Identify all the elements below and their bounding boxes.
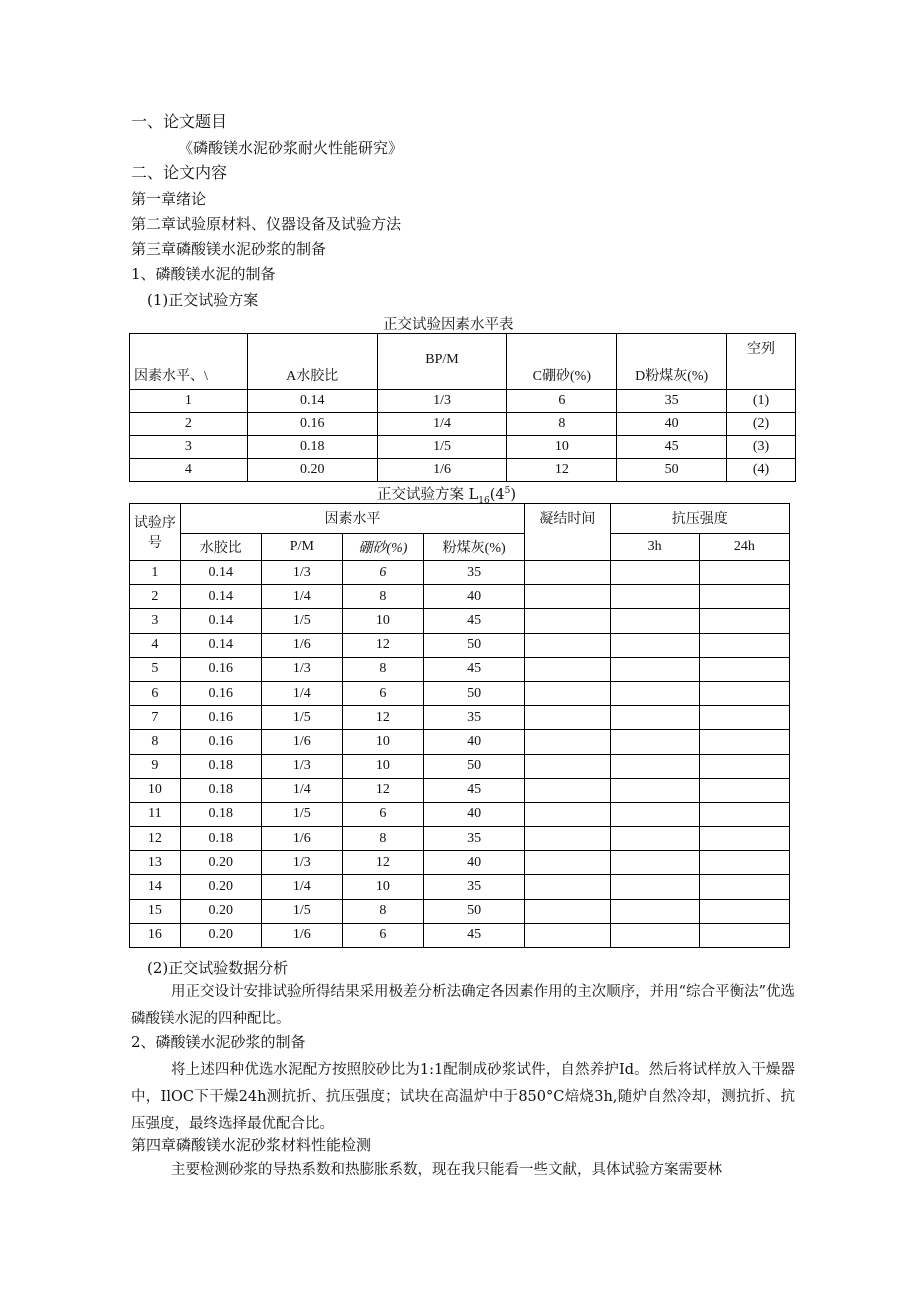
table-row: [130, 875, 790, 899]
paragraph-testing: 主要检测砂浆的导热系数和热膨胀系数，现在我只能看一些文献，具体试验方案需要林: [171, 1162, 722, 1178]
caption-sub: 16: [478, 495, 490, 506]
table1-header: D粉煤灰(%): [617, 334, 727, 390]
table-row: [130, 923, 790, 947]
table-cell: 1/6: [261, 827, 342, 851]
table-cell: 1/5: [261, 802, 342, 826]
section-2: 2、磷酸镁水泥砂浆的制备: [131, 1033, 306, 1051]
table-cell: 0.20: [180, 899, 261, 923]
table-cell: [610, 561, 699, 585]
caption-close: ): [510, 487, 516, 503]
table-cell: [699, 730, 789, 754]
table-cell: [525, 706, 610, 730]
table-cell: 50: [617, 459, 727, 482]
table-row: [130, 851, 790, 875]
table-row: [130, 827, 790, 851]
header-strength: 抗压强度: [610, 504, 790, 534]
table-cell: 0.16: [180, 730, 261, 754]
table-cell: 1/4: [261, 681, 342, 705]
header-factor: 因素水平: [180, 504, 525, 534]
table-cell: 40: [423, 730, 524, 754]
table-cell: 8: [342, 827, 423, 851]
table1-caption: 正交试验因素水平表: [383, 317, 514, 333]
table-cell: 0.20: [247, 459, 377, 482]
section-1a: (1)正交试验方案: [147, 291, 259, 309]
table-cell: [699, 851, 789, 875]
thesis-title: 《磷酸镁水泥砂浆耐火性能研究》: [178, 139, 404, 157]
table-cell: 12: [507, 459, 617, 482]
table-cell: [699, 899, 789, 923]
table-cell: 0.18: [180, 778, 261, 802]
table-cell: 1/6: [377, 459, 507, 482]
table-cell: 8: [507, 413, 617, 436]
subheader-24h: 24h: [699, 533, 789, 560]
table-cell: [610, 706, 699, 730]
table-cell: [699, 706, 789, 730]
table-cell: [610, 899, 699, 923]
table-cell: 50: [423, 681, 524, 705]
table1-header: C硼砂(%): [507, 334, 617, 390]
section-1b: (2)正交试验数据分析: [147, 959, 289, 977]
table-cell: 1/3: [261, 851, 342, 875]
table-cell: (2): [727, 413, 796, 436]
table-cell: 40: [423, 585, 524, 609]
table-cell: 0.14: [180, 609, 261, 633]
table-cell: [699, 633, 789, 657]
table-cell: 1/3: [261, 657, 342, 681]
paragraph-analysis: 用正交设计安排试验所得结果采用极差分析法确定各因素作用的主次顺序，并用“综合平衡法”优选磷酸镁水泥的四种配比。: [131, 984, 795, 1027]
table-cell: 10: [342, 609, 423, 633]
table-cell: [525, 875, 610, 899]
table-cell: 0.16: [247, 413, 377, 436]
table-cell: 1/4: [377, 413, 507, 436]
table-cell: 3: [130, 609, 181, 633]
table-cell: [525, 585, 610, 609]
table-cell: 8: [130, 730, 181, 754]
table-cell: 35: [617, 390, 727, 413]
table-cell: 1: [130, 390, 248, 413]
table-cell: 10: [507, 436, 617, 459]
header-seq: 试验序号: [130, 504, 181, 561]
table-cell: [610, 657, 699, 681]
table-cell: 10: [342, 875, 423, 899]
table-cell: 1/5: [261, 609, 342, 633]
table-cell: 1/3: [377, 390, 507, 413]
table-cell: 12: [342, 851, 423, 875]
table-cell: 0.14: [180, 561, 261, 585]
table-cell: 7: [130, 706, 181, 730]
table-cell: [525, 778, 610, 802]
table-cell: 45: [423, 778, 524, 802]
table-cell: [610, 585, 699, 609]
table-cell: 6: [342, 681, 423, 705]
table-cell: [525, 827, 610, 851]
table-cell: [525, 561, 610, 585]
table-cell: 50: [423, 754, 524, 778]
table-row: [130, 585, 790, 609]
table-cell: [699, 778, 789, 802]
table-cell: 9: [130, 754, 181, 778]
table-cell: [525, 899, 610, 923]
table-cell: 10: [130, 778, 181, 802]
caption-text: 正交试验方案 L: [377, 487, 479, 503]
table-cell: (1): [727, 390, 796, 413]
subheader: 硼砂(%): [342, 533, 423, 560]
table-cell: [610, 730, 699, 754]
table-cell: 16: [130, 923, 181, 947]
table-cell: 1/5: [261, 706, 342, 730]
table-row: [130, 633, 790, 657]
table-cell: 45: [423, 923, 524, 947]
table1-header: 空列: [727, 334, 796, 390]
table-cell: (4): [727, 459, 796, 482]
table-cell: 0.14: [247, 390, 377, 413]
table-cell: [525, 923, 610, 947]
chapter-3: 第三章磷酸镁水泥砂浆的制备: [131, 240, 327, 258]
caption-paren: (4: [489, 487, 505, 503]
table-cell: 12: [342, 778, 423, 802]
table-cell: 1/6: [261, 633, 342, 657]
table-cell: 13: [130, 851, 181, 875]
table-cell: 1/3: [261, 754, 342, 778]
table-cell: 1/5: [261, 899, 342, 923]
table1-header: A水胶比: [247, 334, 377, 390]
table-row: [130, 778, 790, 802]
table-row: [130, 459, 796, 482]
table-cell: [525, 730, 610, 754]
table-cell: 12: [342, 706, 423, 730]
table-cell: (3): [727, 436, 796, 459]
factor-level-table: [129, 333, 796, 482]
table-row: [130, 561, 790, 585]
subheader: P/M: [261, 533, 342, 560]
table-cell: [699, 754, 789, 778]
table-cell: [525, 802, 610, 826]
table-cell: [699, 923, 789, 947]
table-cell: 6: [342, 561, 423, 585]
paragraph-mortar: 将上述四种优选水泥配方按照胶砂比为1:1配制成砂浆试件，自然养护Id。然后将试样放入干燥器中，IlOC下干燥24h测抗折、抗压强度；试块在高温炉中于850°C焙烧3h,随炉自然冷却，测抗折、抗压强度，最终选择最优配合比。: [131, 1062, 795, 1132]
table-cell: 40: [617, 413, 727, 436]
table-cell: 1/5: [377, 436, 507, 459]
table-cell: 2: [130, 413, 248, 436]
table-cell: [525, 851, 610, 875]
chapter-4: 第四章磷酸镁水泥砂浆材料性能检测: [131, 1136, 372, 1154]
table-cell: [610, 875, 699, 899]
table-cell: 40: [423, 802, 524, 826]
table-cell: 1/4: [261, 875, 342, 899]
table-cell: 1/6: [261, 730, 342, 754]
chapter-2: 第二章试验原材料、仪器设备及试验方法: [131, 215, 402, 233]
table-cell: 50: [423, 899, 524, 923]
table-cell: [610, 681, 699, 705]
table-cell: 35: [423, 875, 524, 899]
table-cell: 0.16: [180, 706, 261, 730]
table-cell: [610, 851, 699, 875]
chapter-1: 第一章绪论: [131, 190, 207, 208]
table-cell: [610, 923, 699, 947]
table-cell: 0.18: [180, 754, 261, 778]
table-cell: 45: [617, 436, 727, 459]
heading-thesis-title: 一、论文题目: [131, 112, 228, 131]
table-cell: [699, 585, 789, 609]
table-cell: [610, 609, 699, 633]
table-cell: 11: [130, 802, 181, 826]
table-cell: 1: [130, 561, 181, 585]
table-cell: 0.14: [180, 633, 261, 657]
subheader: 水胶比: [180, 533, 261, 560]
table-cell: [699, 875, 789, 899]
table-cell: 15: [130, 899, 181, 923]
table-cell: 0.18: [180, 802, 261, 826]
table-cell: 5: [130, 657, 181, 681]
table-row: [130, 681, 790, 705]
table-cell: 6: [342, 923, 423, 947]
table-cell: 4: [130, 459, 248, 482]
table1-header: BP/M: [377, 334, 507, 390]
table-cell: [525, 657, 610, 681]
table-row: [130, 802, 790, 826]
table-cell: [610, 633, 699, 657]
table-cell: 6: [507, 390, 617, 413]
table-cell: 0.20: [180, 851, 261, 875]
table-cell: 0.20: [180, 875, 261, 899]
table-cell: 45: [423, 657, 524, 681]
heading-thesis-content: 二、论文内容: [131, 163, 228, 182]
table-cell: 8: [342, 657, 423, 681]
table-cell: [610, 802, 699, 826]
table-row: [130, 436, 796, 459]
table-cell: 10: [342, 730, 423, 754]
table-cell: 35: [423, 827, 524, 851]
table-cell: 4: [130, 633, 181, 657]
table-cell: 0.16: [180, 657, 261, 681]
table-cell: 0.20: [180, 923, 261, 947]
table-cell: [610, 827, 699, 851]
table-cell: [699, 657, 789, 681]
table-cell: [699, 561, 789, 585]
table-cell: 40: [423, 851, 524, 875]
table-cell: 10: [342, 754, 423, 778]
table-row: [130, 754, 790, 778]
table1-header: 因素水平、\: [130, 334, 248, 390]
table-cell: 35: [423, 706, 524, 730]
caption-sup: 5: [504, 486, 511, 497]
table-cell: 1/4: [261, 778, 342, 802]
table-cell: [610, 754, 699, 778]
table-cell: 35: [423, 561, 524, 585]
table-cell: [699, 802, 789, 826]
table-cell: [699, 609, 789, 633]
orthogonal-scheme-table: [129, 503, 790, 948]
table-row: [130, 706, 790, 730]
table-cell: 0.16: [180, 681, 261, 705]
table-cell: 6: [130, 681, 181, 705]
table-cell: [525, 633, 610, 657]
table-row: [130, 390, 796, 413]
table-cell: 14: [130, 875, 181, 899]
subheader: 粉煤灰(%): [423, 533, 524, 560]
table-cell: 50: [423, 633, 524, 657]
table-row: [130, 413, 796, 436]
table-cell: [525, 681, 610, 705]
table-cell: 8: [342, 585, 423, 609]
section-1: 1、磷酸镁水泥的制备: [131, 265, 276, 283]
table-row: [130, 609, 790, 633]
table-cell: [610, 778, 699, 802]
table-cell: 1/6: [261, 923, 342, 947]
table-cell: [699, 827, 789, 851]
table-cell: 0.18: [247, 436, 377, 459]
table-cell: [525, 754, 610, 778]
table-cell: 3: [130, 436, 248, 459]
table-cell: 2: [130, 585, 181, 609]
table-cell: 8: [342, 899, 423, 923]
subheader-3h: 3h: [610, 533, 699, 560]
table-cell: 1/3: [261, 561, 342, 585]
table-cell: 12: [130, 827, 181, 851]
table-cell: 6: [342, 802, 423, 826]
table-row: [130, 899, 790, 923]
table-cell: 0.14: [180, 585, 261, 609]
table-cell: 1/4: [261, 585, 342, 609]
table-cell: 12: [342, 633, 423, 657]
table-cell: [699, 681, 789, 705]
table-row: [130, 730, 790, 754]
table-cell: 45: [423, 609, 524, 633]
table-row: [130, 657, 790, 681]
header-set-time: 凝结时间: [525, 504, 610, 561]
table-cell: [525, 609, 610, 633]
table-cell: 0.18: [180, 827, 261, 851]
